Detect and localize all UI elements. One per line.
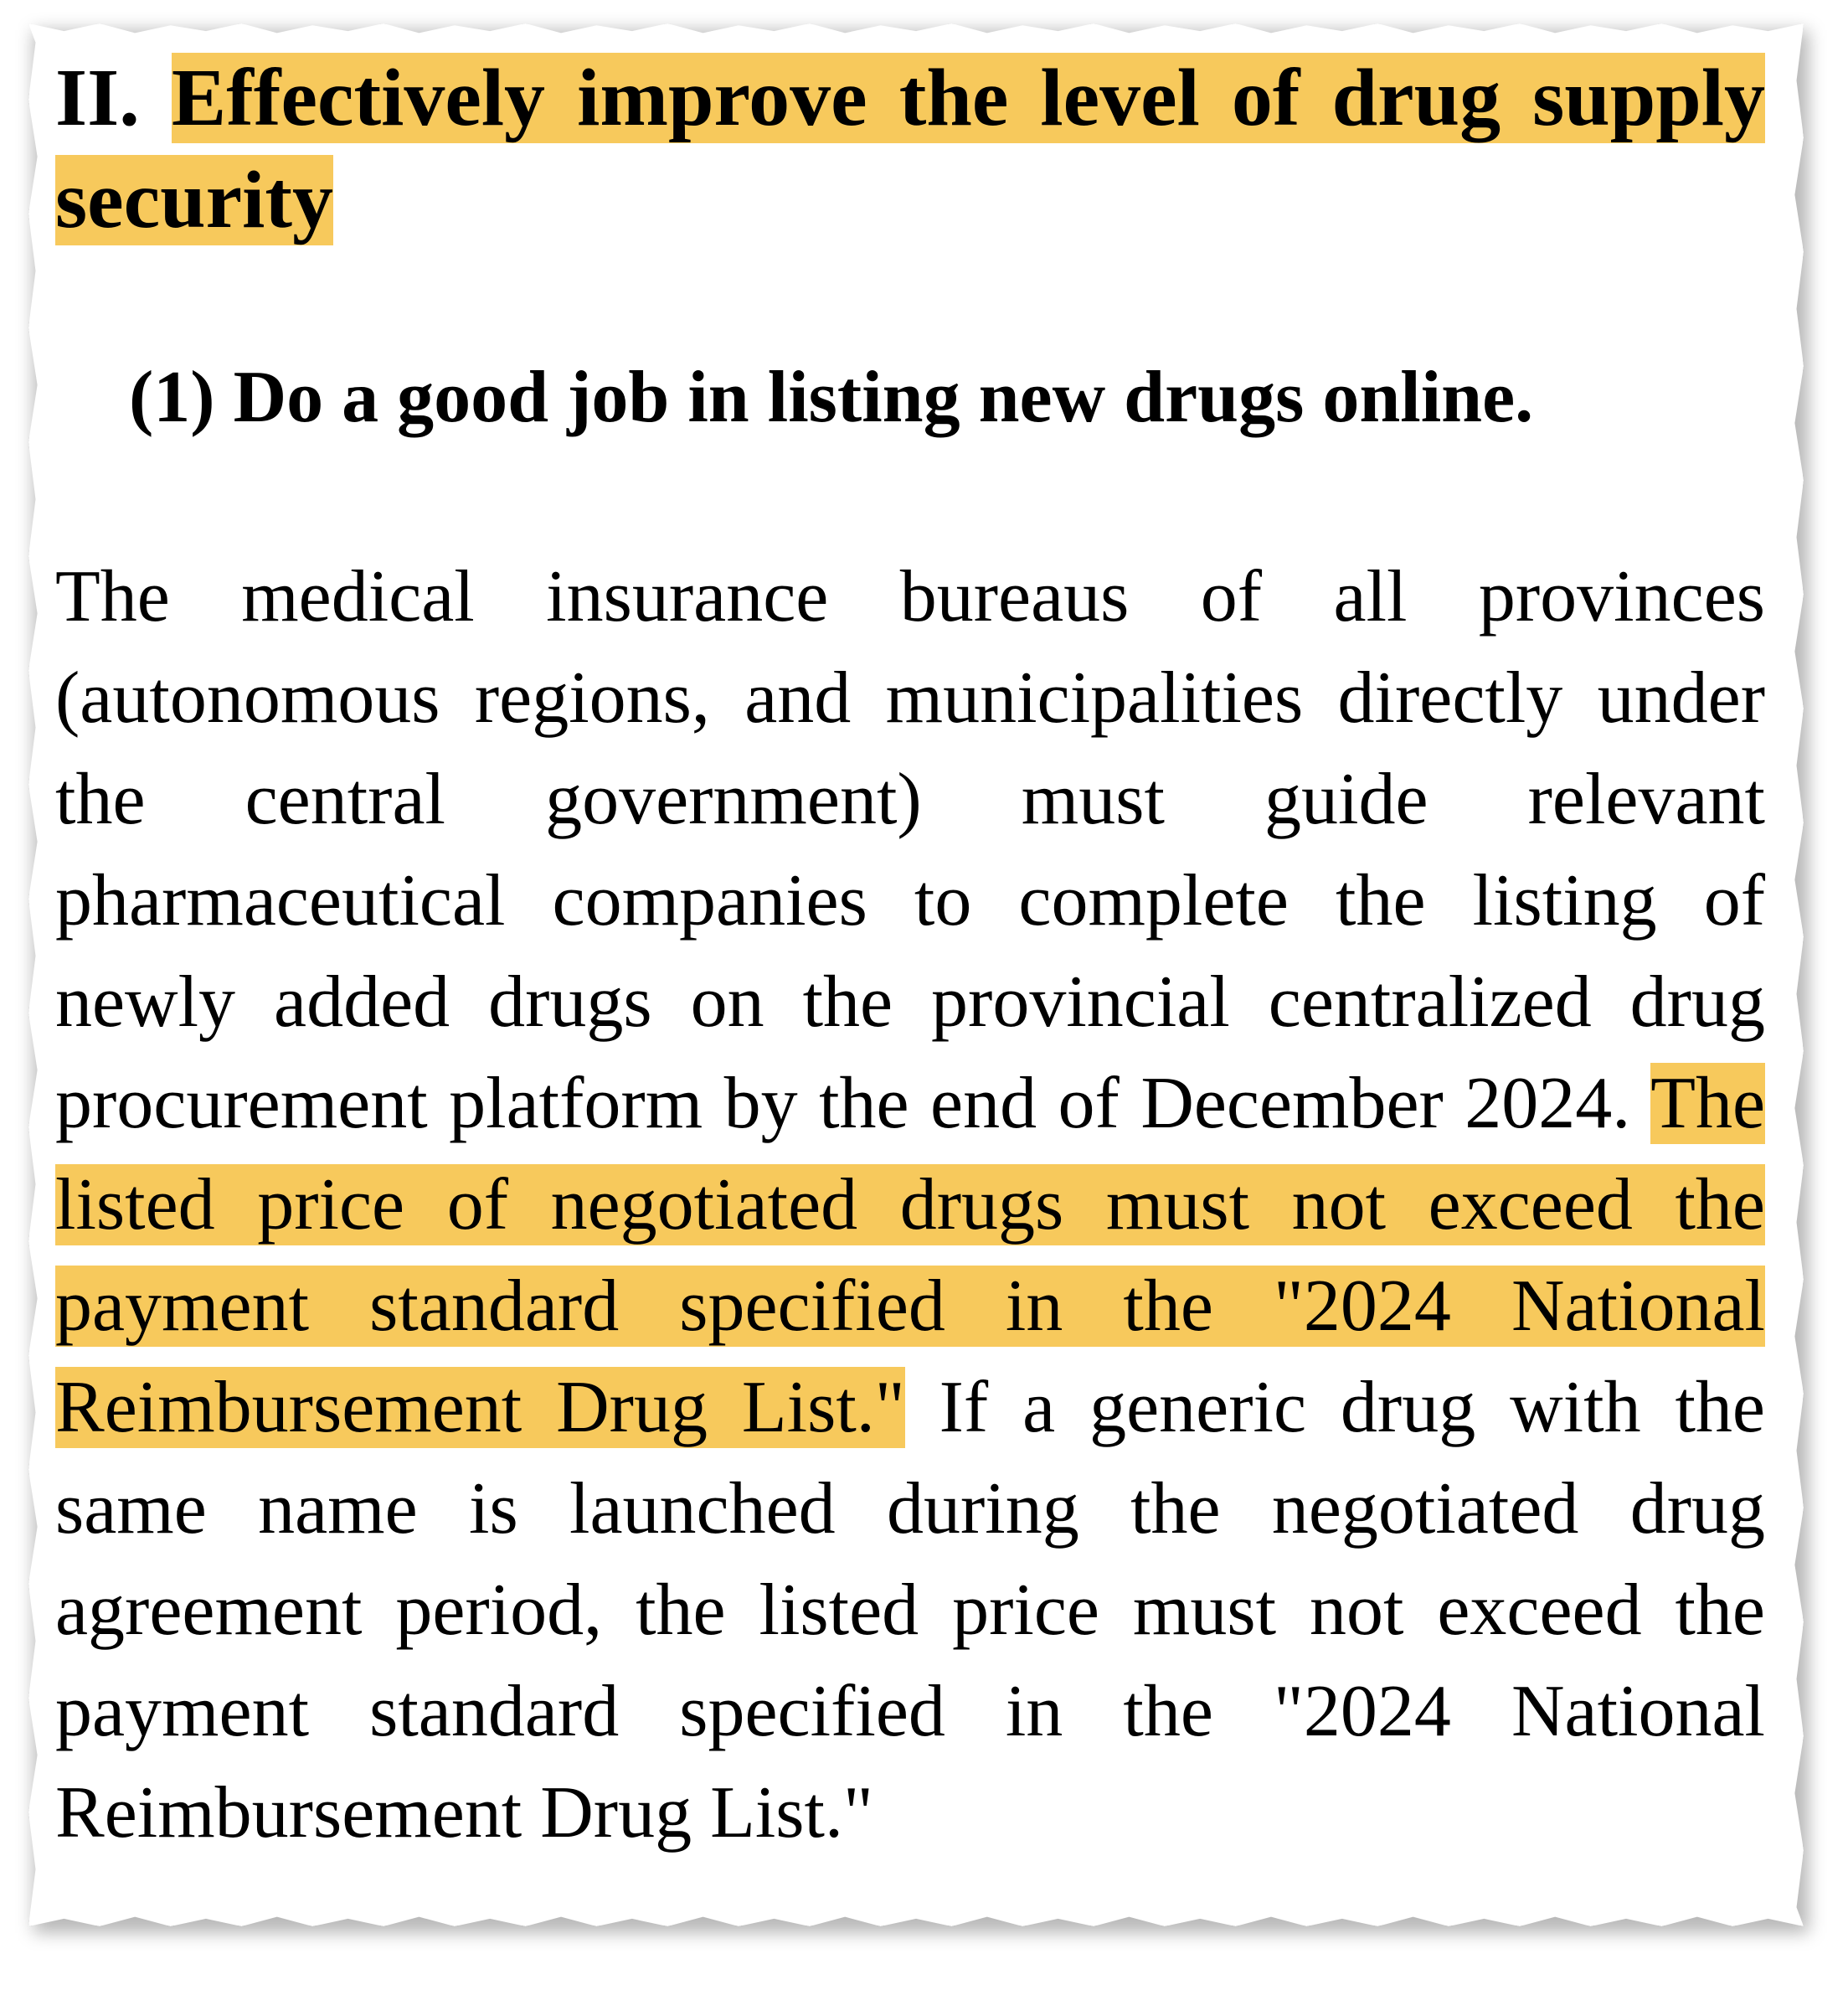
section-title-highlight: Effectively improve the level of drug supply security [55,53,1765,245]
subheading: (1) Do a good job in listing new drugs online. [129,357,1534,438]
paragraph-text-1: The medical insurance bureaus of all provinces (autonomous regions, and municipalities directly under the central government) must guide relevant pharmaceutical companies to complete the listing of newly added drugs on the provincial centralized drug procurement platform by the end of December 2024. [55,556,1765,1144]
section-number: II. [55,53,140,143]
paragraph-text-2: If a generic drug with the same name is launched during the negotiated drug agreement period, the listed price must not exceed the payment standard specified in the "2024 National Reimbursement Drug List." [55,1367,1765,1853]
paragraph-highlight: The listed price of negotiated drugs must not exceed the payment standard specified in the "2024 National Reimbursement Drug List." [55,1063,1765,1448]
document-content [55,47,1765,1864]
body-paragraph [55,546,1765,1864]
section-heading [55,47,1765,251]
